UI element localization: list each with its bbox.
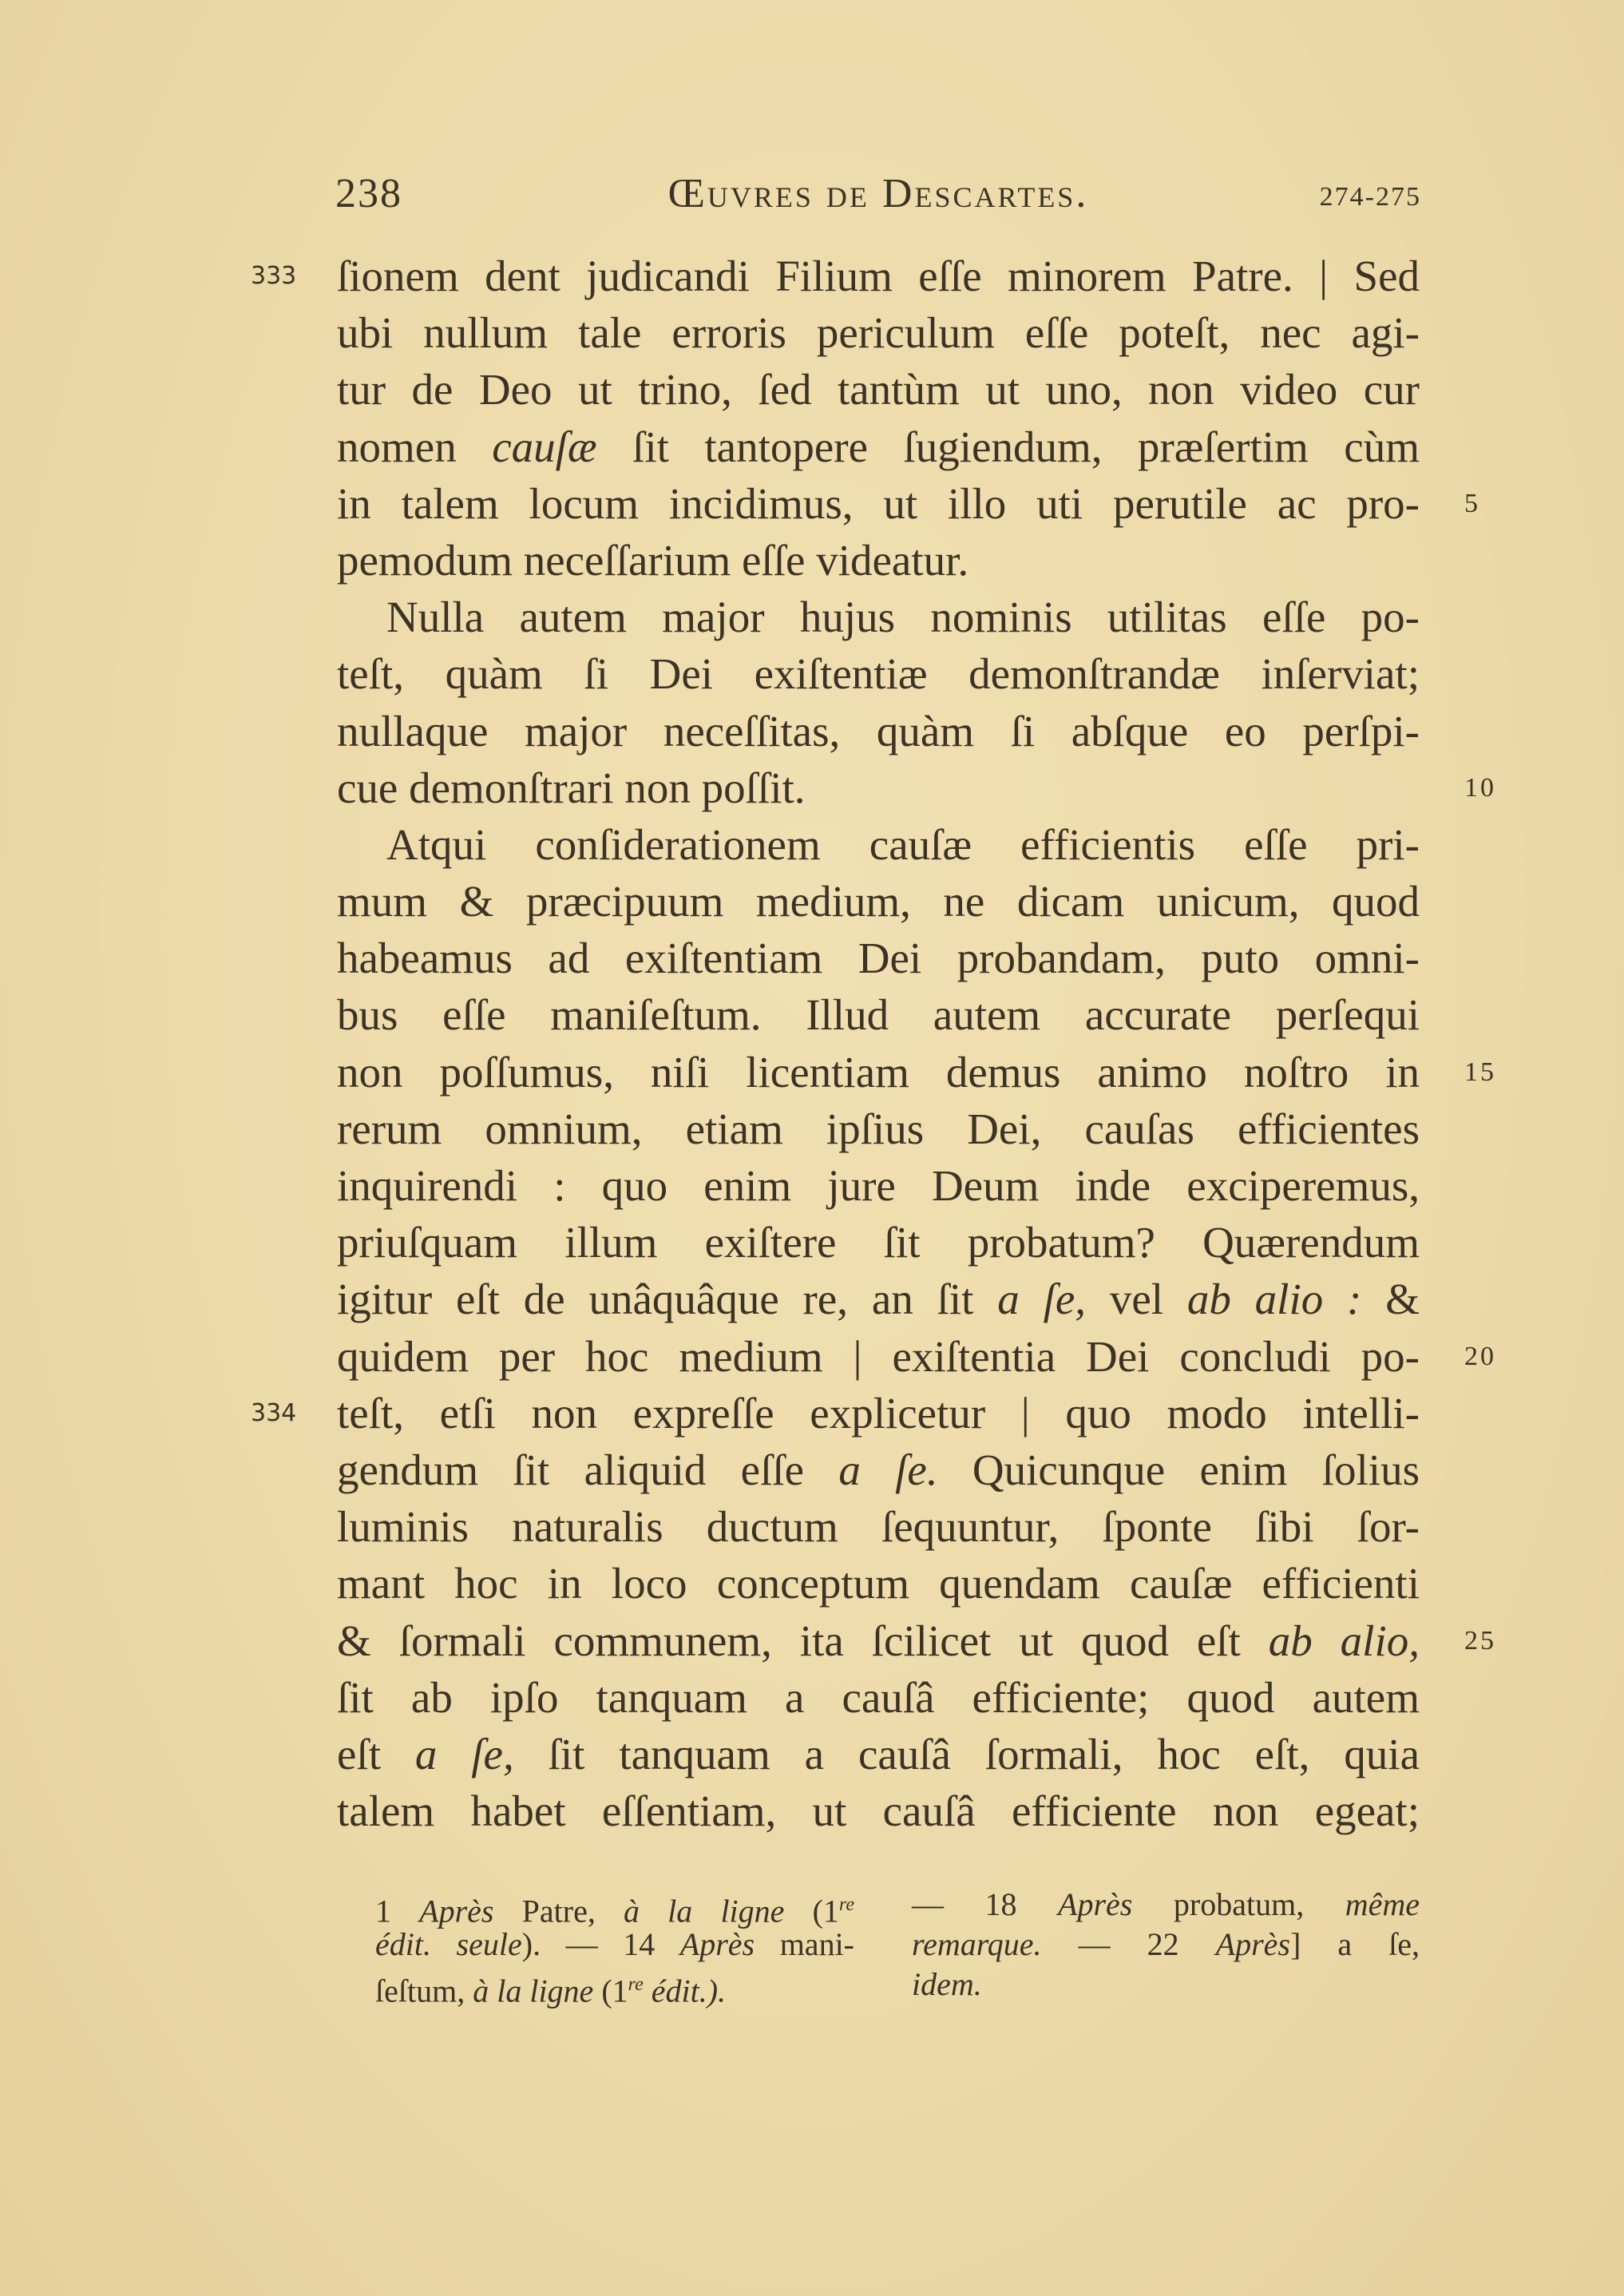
- line-text: luminis naturalis ductum ſequuntur, ſponte ſibi ſor-: [337, 1502, 1420, 1552]
- note-italic: Après: [419, 1893, 494, 1929]
- note-line: [912, 1965, 1420, 2005]
- line-text: mant hoc in loco conceptum quendam cauſæ efficienti: [337, 1559, 1420, 1608]
- text-line: [337, 703, 1420, 759]
- note-italic: édit.).: [643, 1973, 727, 2009]
- line-text: teſt, quàm ſi Dei exiſtentiæ demonſtrandæ inſerviat;: [337, 649, 1420, 699]
- note-italic: Après: [679, 1926, 755, 1962]
- line-text: pemodum neceſſarium eſſe videatur.: [337, 535, 969, 585]
- line-text: ubi nullum tale erroris periculum eſſe poteſt, nec agi-: [337, 308, 1420, 358]
- line-text: ſit tanquam a cauſâ ſormali, hoc eſt, quia: [513, 1729, 1420, 1779]
- note-text: — 18: [912, 1886, 1059, 1922]
- italic-text: a ſe,: [997, 1275, 1087, 1324]
- note-italic: à la ligne: [473, 1973, 594, 2009]
- note-line: [912, 1925, 1420, 1965]
- text-line: [337, 1726, 1420, 1782]
- line-text: mum & præcipuum medium, ne dicam unicum, quod: [337, 877, 1420, 926]
- text-line: [337, 645, 1420, 702]
- text-line: [337, 1498, 1420, 1555]
- text-line: [337, 532, 1420, 589]
- text-line: [337, 1555, 1420, 1612]
- text-line: [337, 1782, 1420, 1839]
- text-line: [337, 418, 1420, 475]
- line-text: inquirendi : quo enim jure Deum inde exciperemus,: [337, 1161, 1420, 1210]
- note-text: 1: [375, 1893, 420, 1929]
- text-line: [337, 816, 1420, 873]
- text-line: [251, 1385, 1420, 1441]
- line-number: 5: [1464, 488, 1480, 518]
- note-text: (1: [784, 1893, 839, 1929]
- margin-edition-number: 333: [251, 262, 297, 290]
- line-text: Atqui conſiderationem cauſæ efficientis eſſe pri-: [386, 819, 1420, 869]
- line-text: non poſſumus, niſi licentiam demus animo noſtro in: [337, 1047, 1420, 1096]
- text-line: [337, 361, 1420, 418]
- note-text: (1: [593, 1973, 628, 2009]
- line-text: teſt, etſi non expreſſe explicetur | quo modo intelli-: [337, 1388, 1420, 1437]
- note-text: — 22: [1041, 1926, 1216, 1962]
- note-line: [375, 1965, 854, 2009]
- line-number: 25: [1464, 1625, 1496, 1656]
- line-text: quidem per hoc medium | exiſtentia Dei concludi po-: [337, 1331, 1420, 1381]
- italic-text: a ſe.: [838, 1445, 938, 1494]
- line-text: ſionem dent judicandi Filium eſſe minorem Patre. | Sed: [337, 252, 1420, 300]
- note-italic: édit. seule: [375, 1926, 522, 1962]
- line-text: cue demonſtrari non poſſit.: [337, 763, 806, 812]
- line-number: 20: [1464, 1341, 1496, 1371]
- line-number: 10: [1464, 772, 1496, 803]
- text-line: [337, 930, 1420, 986]
- note-text: ). — 14: [521, 1926, 680, 1962]
- note-text: mani-: [755, 1926, 854, 1962]
- line-text: & ſormali communem, ita ſcilicet ut quod eſt: [337, 1616, 1269, 1665]
- note-line: [912, 1885, 1420, 1925]
- text-line: [337, 1328, 1496, 1385]
- note-superscript: re: [838, 1894, 855, 1915]
- text-line: [251, 248, 1420, 304]
- page-number: 238: [335, 171, 402, 216]
- note-italic: Après: [1058, 1886, 1133, 1922]
- note-text: Patre,: [493, 1893, 624, 1929]
- text-line: [337, 1157, 1420, 1214]
- note-italic: idem.: [912, 1966, 982, 2002]
- line-text: bus eſſe maniſeſtum. Illud autem accurate perſequi: [337, 990, 1420, 1040]
- line-text: in talem locum incidimus, ut illo uti perutile ac pro-: [337, 478, 1420, 528]
- note-italic: à la ligne: [624, 1893, 785, 1929]
- text-line: [337, 759, 1496, 816]
- margin-edition-number: 334: [251, 1398, 297, 1427]
- note-text: ] a ſe,: [1289, 1926, 1420, 1962]
- text-line: [337, 873, 1420, 930]
- line-text: Nulla autem major hujus nominis utilitas eſſe po-: [386, 593, 1420, 642]
- text-line: [337, 1612, 1496, 1669]
- line-text: talem habet eſſentiam, ut cauſâ efficiente non egeat;: [337, 1786, 1420, 1836]
- main-text: [251, 248, 1496, 1839]
- line-text: gendum ſit aliquid eſſe: [337, 1445, 839, 1494]
- line-text: eſt: [337, 1729, 415, 1779]
- italic-text: ab alio,: [1268, 1616, 1420, 1665]
- text-line: [337, 1271, 1420, 1327]
- line-text: tur de Deo ut trino, ſed tantùm ut uno, non video cur: [337, 365, 1420, 414]
- text-line: [337, 1214, 1420, 1271]
- line-text: nullaque major neceſſitas, quàm ſi abſque eo perſpi-: [337, 706, 1420, 755]
- italic-text: ab alio :: [1186, 1275, 1362, 1324]
- running-title: Œuvres de Descartes.: [667, 171, 1089, 216]
- line-text: igitur eſt de unâquâque re, an ſit: [337, 1275, 998, 1324]
- italic-text: a ſe,: [414, 1729, 514, 1779]
- line-text: nomen: [337, 422, 493, 471]
- footnote-column-right: [912, 1885, 1420, 2005]
- text-line: [337, 475, 1480, 532]
- line-text: ſit ab ipſo tanquam a cauſâ efficiente; quod autem: [337, 1672, 1420, 1722]
- line-text: vel: [1086, 1275, 1187, 1324]
- text-line: [337, 1669, 1420, 1726]
- text-line: [337, 304, 1420, 361]
- note-superscript: re: [628, 1974, 644, 1995]
- note-line: [375, 1885, 855, 1929]
- line-text: ſit tantopere ſugiendum, præſertim cùm: [596, 422, 1420, 471]
- text-line: [337, 589, 1420, 645]
- line-text: Quicunque enim ſolius: [937, 1445, 1420, 1494]
- note-italic: Après: [1215, 1926, 1290, 1962]
- line-number: 15: [1464, 1057, 1496, 1087]
- footnote-column-left: [375, 1885, 855, 2009]
- line-text: priuſquam illum exiſtere ſit probatum? Quærendum: [337, 1218, 1420, 1267]
- page-range: 274-275: [1319, 182, 1421, 212]
- line-text: rerum omnium, etiam ipſius Dei, cauſas efficientes: [337, 1104, 1420, 1153]
- note-text: probatum,: [1132, 1886, 1345, 1922]
- note-line: [375, 1925, 854, 1965]
- italic-text: cauſæ: [492, 422, 597, 471]
- note-text: ſeſtum,: [375, 1973, 473, 2009]
- text-line: [337, 1044, 1496, 1100]
- page-header: [335, 166, 1421, 222]
- line-text: &: [1361, 1275, 1420, 1324]
- text-line: [337, 1100, 1420, 1157]
- line-text: habeamus ad exiſtentiam Dei probandam, puto omni-: [337, 934, 1420, 983]
- text-line: [337, 986, 1420, 1043]
- note-italic: remarque.: [912, 1926, 1042, 1962]
- note-italic: même: [1345, 1886, 1420, 1922]
- text-line: [337, 1441, 1420, 1498]
